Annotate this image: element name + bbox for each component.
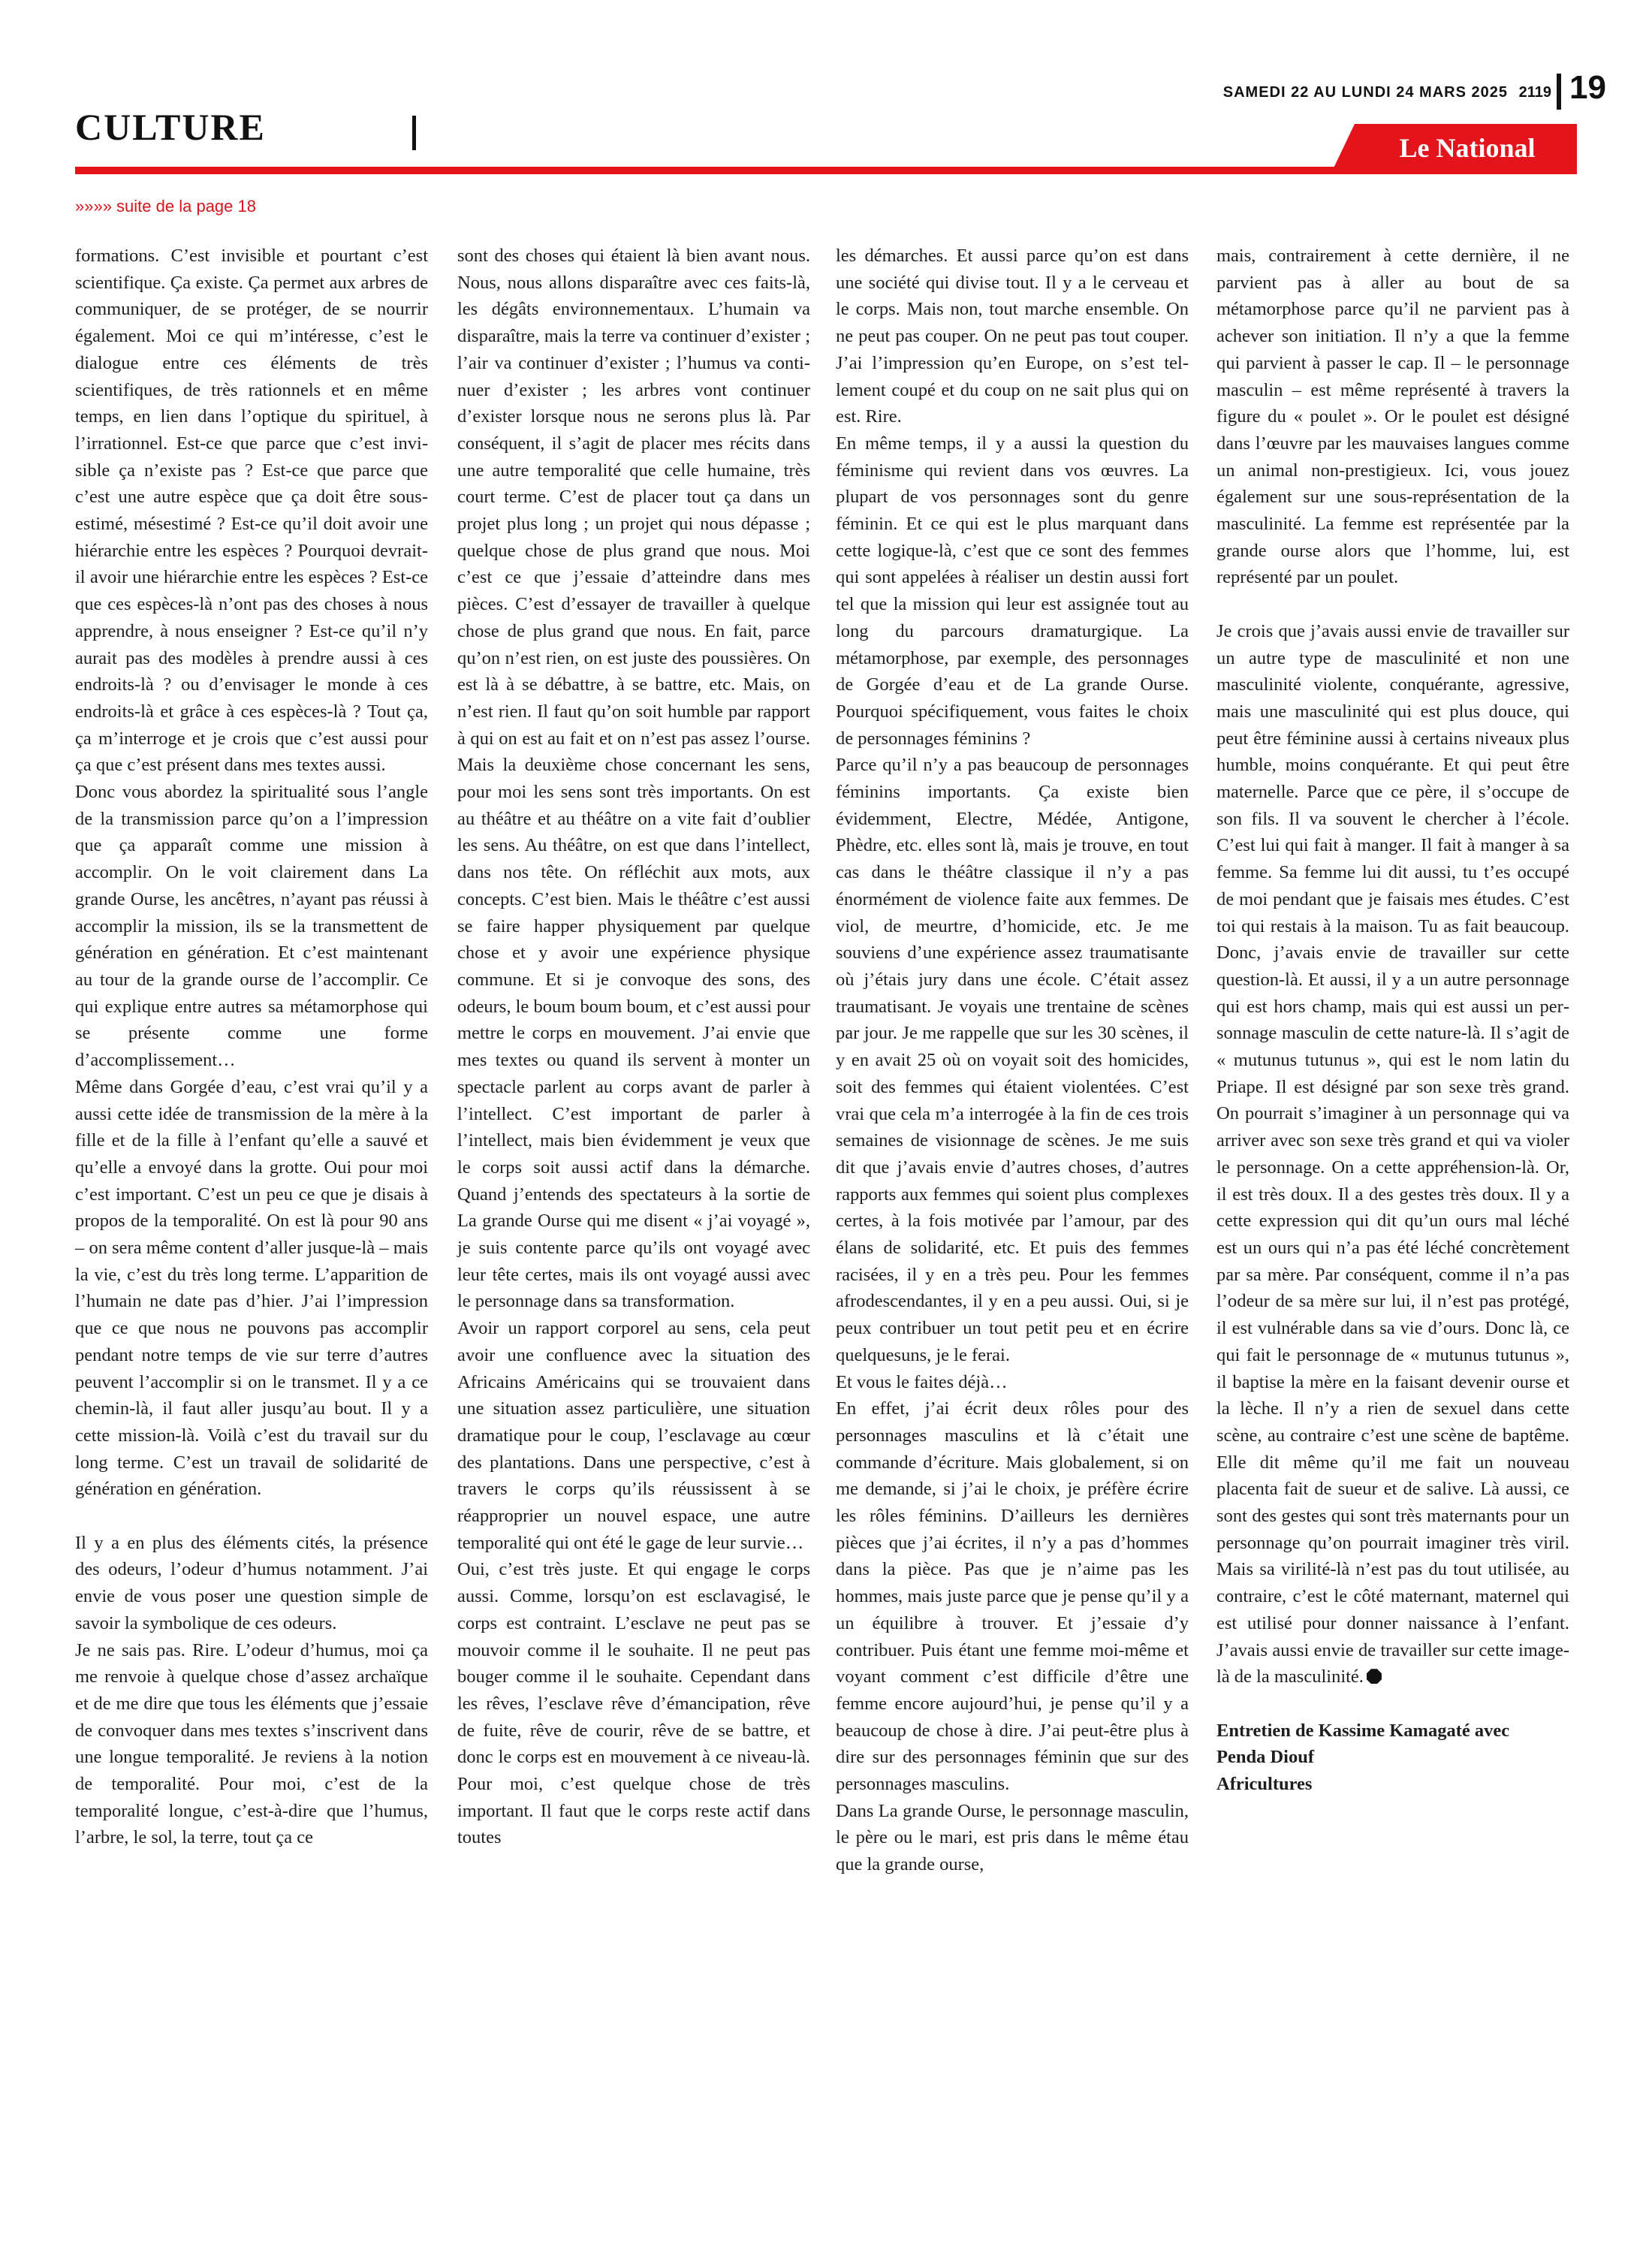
paragraph: Oui, c’est très juste. Et qui engage le corps aussi. Comme, lorsqu’on est esclavagisé, le corps est contraint. L’esclave ne peut pas se mouvoir comme il le souhaite. Il ne peut pas bouger comme il le souhaite. Cependant dans les rêves, l’esclave rêve d’émancipation, rêve de fuite, rêve de courir, rêve de se battre, et donc le corps est en mouvement à ce niveau-là. Pour moi, c’est quelque chose de très important. Il faut que le corps reste actif dans toutes	[457, 1559, 810, 1848]
paragraph: Dans La grande Ourse, le personnage masculin, le père ou le mari, est pris dans le même étau que la grande ourse,	[836, 1800, 1189, 1875]
article-column-1	[75, 243, 428, 1851]
paragraph: formations. C’est invisible et pourtant c’est scientifique. Ça existe. Ça permet aux arbres de communiquer, de se protéger, de se nourrir également. Moi ce qui m’intéresse, c’est le dialogue entre ces éléments de très scientifiques, de très rationnels et en même temps, en lien dans l’optique du spirituel, à l’irrationnel. Est-ce que parce que c’est invisible ça n’existe pas ? Est-ce que parce que c’est une autre espèce que ça doit être sous-estimé, mésestimé ? Est-ce qu’il doit avoir une hiérarchie entre les espèces ? Pourquoi devrait-il avoir une hiérarchie entre les espèces ? Est-ce que ces espèces-là n’ont pas des choses à nous apprendre, à nous enseigner ? Est-ce qu’il n’y aurait pas des modèles à prendre aussi à ces endroits-là ? ou d’envisager le monde à ces endroits-là et grâce à ces espèces-là ? Tout ça, ça m’interroge et je crois que c’est aussi pour ça que c’est présent dans mes textes aussi.	[75, 246, 428, 776]
credit-line: Africultures	[1216, 1774, 1313, 1795]
paragraph: Avoir un rapport corporel au sens, cela peut avoir une confluence avec la situation des Africains Américains qui se trouvaient dans une situation assez particulière, une situation dramatique pour le coup, l’esclavage au cœur des plantations. Dans une perspective, c’est à travers le corps qu’ils réussissent à se réapproprier un nouvel espace, une autre temporalité qui ont été le gage de leur survie…	[457, 1318, 810, 1553]
credit-line: Entretien de Kassime Kamagaté avec	[1216, 1720, 1510, 1741]
section-title-bar	[412, 116, 416, 150]
paragraph: sont des choses qui étaient là bien avant nous. Nous, nous allons disparaître avec ces faits-là, les dégâts environnementaux. L’humain va disparaître, mais la terre va continuer d’exister ; l’air va continuer d’exister ; l’humus va continuer d’exister ; les arbres vont continuer d’exister lorsque nous ne serons plus là. Par conséquent, il s’agit de placer mes récits dans une autre temporalité que celle humaine, très court terme. C’est de placer tout ça dans un projet plus long ; un projet qui nous dépasse ; quelque chose de plus grand que nous. Moi c’est ce que j’essaie d’atteindre dans mes pièces. C’est d’essayer de travailler à quelque chose de plus grand que nous. En fait, parce qu’on n’est rien, on est juste des poussières. On est là à se débattre, à se battre, etc. Mais, on n’est rien. Il faut qu’on soit humble par rapport à qui on est au fait et on n’est pas assez l’ourse. Mais la deuxième chose concernant les sens, pour moi les sens sont très importants. On est au théâtre et au théâtre on a vite fait d’oublier les sens. Au théâtre, on est que dans l’intellect, dans nos tête. On réfléchit aux mots, aux concepts. C’est bien. Mais le théâtre c’est aussi se faire happer physiquement par quelque chose et y avoir une expérience physique commune. Et si je convoque des sons, des odeurs, le boum boum boum, et c’est aussi pour mettre le corps en mouvement. J’ai envie que mes textes ou quand ils servent à monter un spectacle parlent au corps avant de parler à l’intellect. C’est important de parler à l’intellect, mais bien évidemment je veux que le corps soit aussi actif dans la démarche. Quand j’entends des spectateurs à la sortie de La grande Ourse qui me disent « j’ai voyagé », je suis contente parce qu’ils ont voyagé avec leur tête certes, mais ils ont voyagé aussi avec le personnage dans sa transformation.	[457, 246, 810, 1312]
section-title: CULTURE	[75, 106, 266, 148]
page-number-separator	[1557, 74, 1561, 110]
article-column-2	[457, 243, 810, 1851]
end-of-article-icon	[1367, 1669, 1382, 1684]
paragraph-text: Je crois que j’avais aussi envie de travailler sur un autre type de masculinité et non une masculinité violente, conquérante, agressive, mais une masculinité qui est plus douce, qui peut être féminine aussi à certains niveaux plus humble, moins conquérante. Et qui peut être maternelle. Parce que ce père, il s’occupe de son fils. Il va souvent le chercher à l’école. C’est lui qui fait à manger. Il fait à manger à sa femme. Sa femme lui dit aussi, tu t’es occupé de moi pendant que je faisais mes études. C’est toi qui restais à la maison. Tu as fait beaucoup. Donc, j’avais envie de travailler sur cette question-là. Et aussi, il y a un autre personnage qui est hors champ, mais qui est aussi un personnage masculin de cette nature-là. Il s’agit de « mutunus tutunus », qui est le nom latin du Priape. Il est désigné par son sexe très grand. On pourrait s’imaginer à un personnage qui va arriver avec son sexe très grand et qui va violer le personnage. On a cette appréhension-là. Or, il est très doux. Il a des gestes très doux. Il y a cette expression qui dit qu’un ours mal léché est un ours qui n’a pas été léché concrètement par sa mère. Par conséquent, comme il n’a pas l’odeur de sa mère sur lui, il n’est pas protégé, il est vulnérable dans sa vie d’ours. Donc là, ce qui fait le personnage de « mutunus tutunus », il baptise la mère en la faisant devenir ourse et la lèche. Il n’y a rien de sexuel dans cette scène, au contraire c’est une scène de baptême. Elle dit même qu’il me fait un nouveau placenta fait de sueur et de salive. Là aussi, ce sont des gestes qui sont très maternants pour un personnage qu’on pourrait imaginer très viril. Mais sa virilité-là n’est pas du tout utilisée, au contraire, c’est le côté maternant, maternel qui est utilisé pour donner naissance à l’enfant. J’avais aussi envie de travailler sur cette image-là de la masculinité.	[1216, 620, 1569, 1687]
paragraph: Parce qu’il n’y a pas beaucoup de personnages féminins importants. Ça existe bien évidemment, Electre, Médée, Antigone, Phèdre, etc. elles sont là, mais je trouve, en tout cas dans le théâtre classique il n’y a pas énormément de violence faite aux femmes. De viol, de meurtre, d’homicide, etc. Je me souviens d’une expérience assez traumatisante où j’étais jury dans une école. C’était assez traumatisant. Je voyais une trentaine de scènes par jour. Je me rappelle que sur les 30 scènes, il y en avait 25 où on voyait soit des homicides, soit des femmes qui étaient violentées. C’est vrai que cela m’a interrogée à la fin de ces trois semaines de visionnage de scènes. Je me suis dit que j’avais envie d’autres choses, d’autres rapports aux femmes qui soient plus complexes certes, à la fois motivée par l’amour, par des élans de solidarité, etc. Et puis des femmes racisées, il y en a très peu. Pour les femmes afrodescendantes, il y en a peu aussi. Oui, si je peux contribuer un tout petit peu et en écrire quelquesuns, je le ferai.	[836, 755, 1189, 1365]
article-column-3	[836, 243, 1189, 1878]
brand-label: Le National	[1399, 133, 1536, 163]
header-red-rule	[75, 167, 1577, 174]
issue-number: 2119	[1518, 84, 1551, 101]
page-number: 19	[1569, 69, 1606, 106]
paragraph: Même dans Gorgée d’eau, c’est vrai qu’il y a aussi cette idée de transmission de la mère à la fille et de la fille à l’enfant qu’elle a sauvé et qu’elle a envoyé dans la grotte. Oui pour moi c’est important. C’est un peu ce que je disais à propos de la temporalité. On est là pour 90 ans – on sera même content d’aller jusque-là – mais la vie, c’est du très long terme. L’apparition de l’humain ne date pas d’hier. J’ai l’impression que ce que nous ne pouvons pas accomplir pendant notre temps de vie sur terre d’autres peuvent l’accomplir si on le transmet. Il y a ce chemin-là, il faut aller jusqu’au bout. Il y a cette mission-là. Voilà c’est du travail sur du long terme. C’est un travail de solidarité de génération en génération.	[75, 1076, 428, 1500]
paragraph: Je ne sais pas. Rire. L’odeur d’humus, moi ça me renvoie à quelque chose d’assez archaïque et de me dire que tous les éléments que j’essaie de convoquer dans mes textes s’inscrivent dans une longue temporalité. Je reviens à la notion de temporalité. Pour moi, c’est de la temporalité longue, c’est-à-dire que l’humus, l’arbre, le sol, la terre, tout ça ce	[75, 1639, 428, 1848]
paragraph-final	[1216, 618, 1569, 1691]
credit-line: Penda Diouf	[1216, 1747, 1315, 1768]
article-credits	[1216, 1718, 1569, 1798]
continued-from-link[interactable]: »»»» suite de la page 18	[75, 197, 256, 216]
article-column-4	[1216, 243, 1569, 1798]
paragraph: En même temps, il y a aussi la question du féminisme qui revient dans vos œuvres. La plupart de vos personnages sont du genre féminin. Et ce qui est le plus marquant dans cette logique-là, c’est que ce sont des femmes qui sont appelées à réaliser un destin aussi fort tel que la mission qui leur est assignée tout au long du parcours dramaturgique. La métamorphose, par exemple, des personnages de Gorgée d’eau et de La grande Ourse. Pourquoi spécifiquement, vous faites le choix de personnages féminins ?	[836, 433, 1189, 749]
paragraph: Et vous le faites déjà…	[836, 1371, 1008, 1392]
paragraph: Donc vous abordez la spiritualité sous l’angle de la transmission parce qu’on a l’impression que ça apparaît comme une mission à accomplir. On le voit clairement dans La grande Ourse, les ancêtres, n’ayant pas réussi à accomplir la mission, ils se la transmettent de génération en génération. Et c’est maintenant au tour de la grande ourse de l’accomplir. Ce qui explique entre autres sa métamorphose qui se présente comme une forme d’accomplissement…	[75, 782, 428, 1071]
paragraph: mais, contrairement à cette dernière, il ne parvient pas à aller au bout de sa métamorphose parce qu’il ne parvient pas à achever son initiation. Il n’y a que la femme qui parvient à passer le cap. Il – le personnage masculin – est même représenté à travers la figure du « poulet ». Or le poulet est désigné dans l’œuvre par les mauvaises langues comme un animal non-prestigieux. Ici, vous jouez également sur une sous-représentation de la masculinité. La femme est représentée par la grande ourse alors que l’homme, lui, est représenté par un poulet.	[1216, 246, 1569, 588]
paragraph: Il y a en plus des éléments cités, la présence des odeurs, l’odeur d’humus notamment. J’ai envie de vous poser une question simple de savoir la symbolique de ces odeurs.	[75, 1532, 428, 1633]
paragraph: En effet, j’ai écrit deux rôles pour des personnages masculins et là c’était une commande d’écriture. Mais globalement, si on me demande, si j’ai le choix, je préfère écrire les rôles féminins. D’ailleurs les dernières pièces que j’ai écrites, il n’y a pas d’hommes dans la pièce. Pas que je n’aime pas les hommes, mais juste parce que je pense qu’il y a un équilibre à trouver. Et j’essaie d’y contribuer. Puis étant une femme moi-même et voyant comment c’est difficile d’être une femme encore aujourd’hui, je pense qu’il y a beaucoup de chose à dire. J’ai peut-être plus à dire sur des personnages féminin que sur des personnages masculins.	[836, 1398, 1189, 1795]
page-date: SAMEDI 22 AU LUNDI 24 MARS 2025	[1222, 84, 1508, 101]
paragraph: les démarches. Et aussi parce qu’on est dans une société qui divise tout. Il y a le cerveau et le corps. Mais non, tout marche ensemble. On ne peut pas couper. On ne peut pas tout couper. J’ai l’impression qu’en Europe, on s’est tellement coupé et du coup on ne sait plus qui on est. Rire.	[836, 246, 1189, 427]
